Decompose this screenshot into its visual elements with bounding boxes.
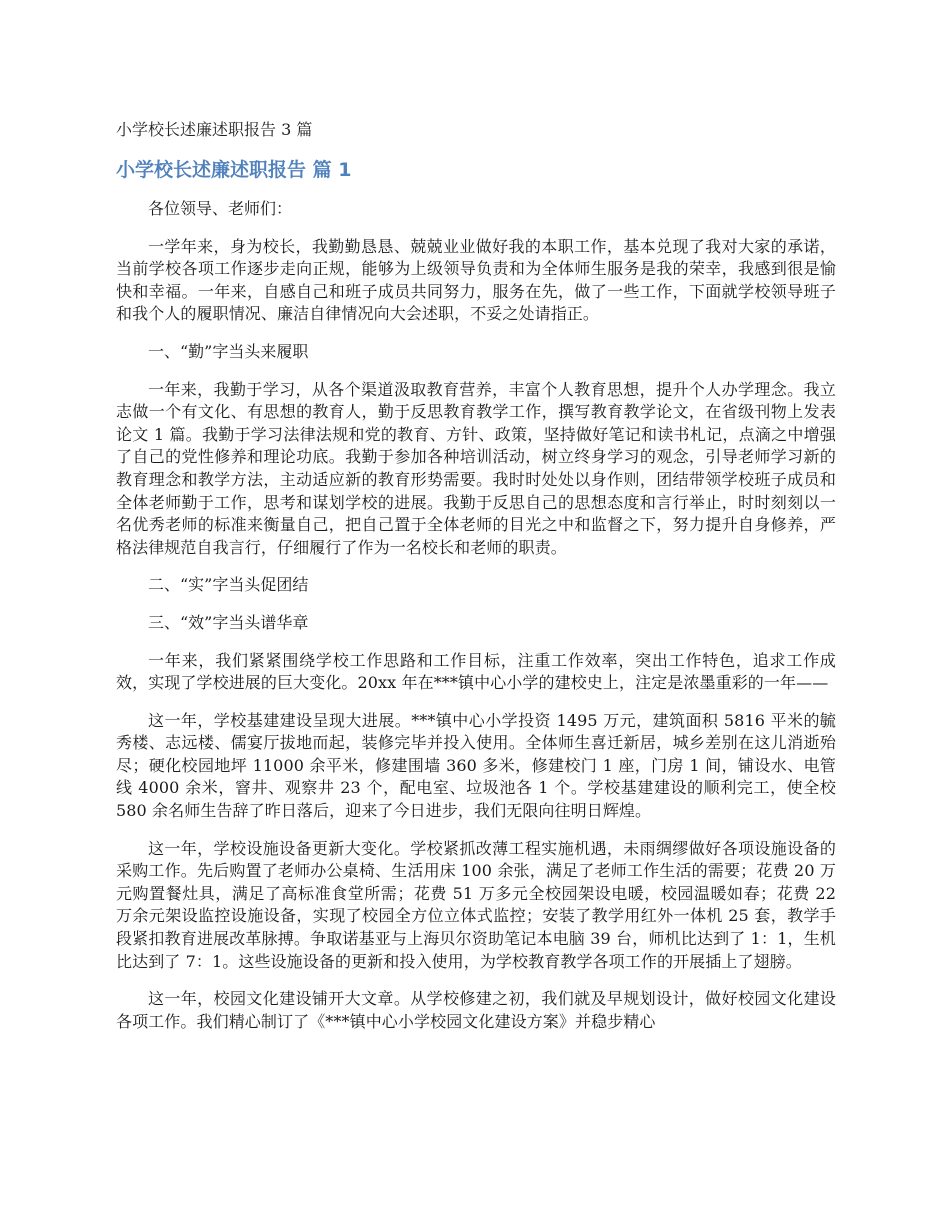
- greeting: 各位领导、老师们：: [148, 199, 293, 218]
- section-heading: 小学校长述廉述职报告 篇 1: [116, 159, 352, 181]
- paragraph-diligence: 一年来，我勤于学习，从各个渠道汲取教育营养，丰富个人教育思想，提升个人办学理念。我立志做一个有文化、有思想的教育人，勤于反思教育教学工作，撰写教育教学论文，在省级刊物上发表论文 1 篇。我勤于学习法律法规和党的教育、方针、政策，坚持做好笔记和读书札记，点滴之中增强了自己的党性修养和理论功底。我勤于参加各种培训活动，树立终身学习的观念，引导老师学习新的教育理念和教学方法，主动适应新的教育形势需要。我时时处处以身作则，团结带领学校班子成员和全体老师勤于工作，思考和谋划学校的进展。我勤于反思自己的思想态度和言行举止，时时刻刻以一名优秀老师的标准来衡量自己，把自己置于全体老师的目光之中和监督之下，努力提升自身修养，严格法律规范自我言行，仔细履行了作为一名校长和老师的职责。: [116, 379, 836, 557]
- document-title: 小学校长述廉述职报告 3 篇: [116, 120, 313, 139]
- heading-diligence: 一、“勤”字当头来履职: [148, 341, 309, 361]
- heading-unity: 二、“实”字当头促团结: [148, 575, 309, 595]
- heading-effectiveness: 三、“效”字当头谱华章: [148, 612, 309, 632]
- paragraph-equipment: 这一年，学校设施设备更新大变化。学校紧抓改薄工程实施机遇，未雨绸缪做好各项设施设备的采购工作。先后购置了老师办公桌椅、生活用床 100 余张，满足了老师工作生活的需要；花费 20 万元购置餐灶具，满足了高标准食堂所需；花费 51 万多元全校园架设电暖，校园温暖如春；花费 22 万余元架设监控设施设备，实现了校园全方位立体式监控；安装了教学用红外一体机 25 套，教学手段紧扣教育进展改革脉搏。争取诺基亚与上海贝尔资助笔记本电脑 39 台，师机比达到了 1：1，生机比达到了 7：1。这些设施设备的更新和投入使用，为学校教育教学各项工作的开展插上了翅膀。: [116, 838, 836, 971]
- intro-paragraph: 一学年来，身为校长，我勤勤恳恳、兢兢业业做好我的本职工作，基本兑现了我对大家的承诺，当前学校各项工作逐步走向正规，能够为上级领导负责和为全体师生服务是我的荣幸，我感到很是愉快和幸福。一年来，自感自己和班子成员共同努力，服务在先，做了一些工作，下面就学校领导班子和我个人的履职情况、廉洁自律情况向大会述职，不妥之处请指正。: [116, 236, 836, 324]
- document-page: [116, 118, 836, 1048]
- paragraph-effectiveness-intro: 一年来，我们紧紧围绕学校工作思路和工作目标，注重工作效率，突出工作特色，追求工作成效，实现了学校进展的巨大变化。20xx 年在***镇中心小学的建校史上，注定是浓墨重彩的一年——: [116, 650, 836, 693]
- paragraph-infrastructure: 这一年，学校基建建设呈现大进展。***镇中心小学投资 1495 万元，建筑面积 5816 平米的毓秀楼、志远楼、儒宴厅拔地而起，装修完毕并投入使用。全体师生喜迁新居，城乡差别在这儿消逝殆尽；硬化校园地坪 11000 余平米，修建围墙 360 多米，修建校门 1 座，门房 1 间，铺设水、电管线 4000 余米，窨井、观察井 23 个，配电室、垃圾池各 1 个。学校基建建设的顺利完工，使全校 580 余名师生告辞了昨日落后，迎来了今日进步，我们无限向往明日辉煌。: [116, 710, 836, 821]
- paragraph-campus-culture: 这一年，校园文化建设铺开大文章。从学校修建之初，我们就及早规划设计，做好校园文化建设各项工作。我们精心制订了《***镇中心小学校园文化建设方案》并稳步精心: [116, 989, 836, 1031]
